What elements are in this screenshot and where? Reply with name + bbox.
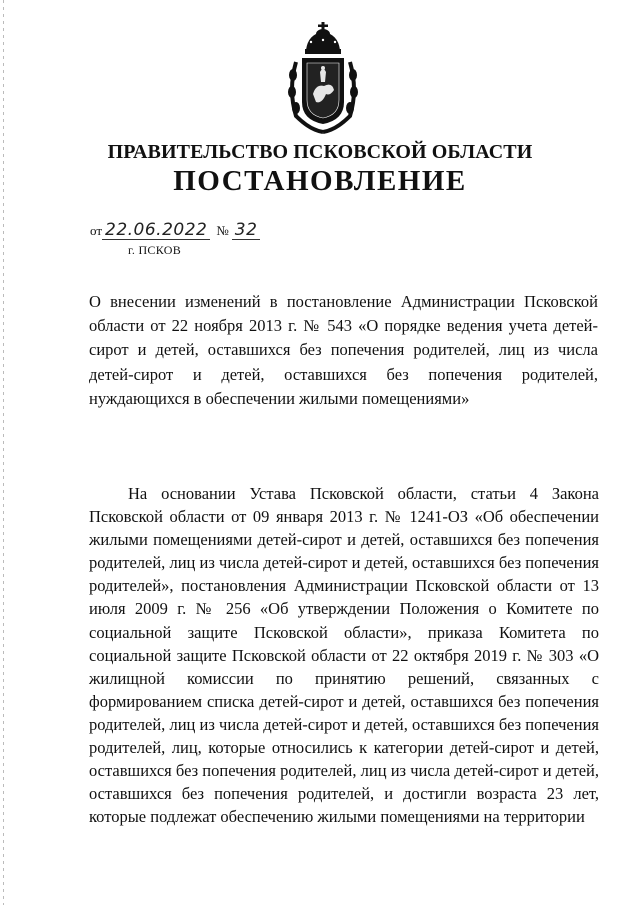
date-prefix: от [90, 223, 103, 238]
scan-edge [3, 0, 4, 905]
government-title: ПРАВИТЕЛЬСТВО ПСКОВСКОЙ ОБЛАСТИ [107, 141, 533, 163]
document-subject: О внесении изменений в постановление Администрации Псковской области от 22 ноября 2013 г. № 543 «О порядке ведения учета детей-сирот и детей, оставшихся без попечения родителей, лиц из числа детей-сирот и детей, оставшихся без попечения родителей, нуждающихся в обеспечении жилыми помещениями» [89, 292, 598, 408]
number-prefix: № [216, 223, 229, 238]
document-type-title: ПОСТАНОВЛЕНИЕ [173, 165, 467, 197]
date-value: 22.06.2022 [102, 222, 210, 240]
number-value: 32 [232, 222, 261, 240]
registration-line [90, 222, 260, 240]
pskov-coat-of-arms-icon [286, 20, 360, 134]
city-label: г. ПСКОВ [128, 243, 182, 257]
document-body-paragraph: На основании Устава Псковской области, статьи 4 Закона Псковской области от 09 января 2013 г. № 1241-ОЗ «Об обеспечении жилыми помещениями детей-сирот и детей, оставшихся без попечения родителей, лиц из числа детей-сирот и детей, оставшихся без попечения родителей», постановления Администрации Псковской области от 13 июля 2009 г. № 256 «Об утверждении Положения о Комитете по социальной защите Псковской области», приказа Комитета по социальной защите Псковской области от 22 октября 2019 г. № 303 «О жилищной комиссии по принятию решений, связанных с формированием списка детей-сирот и детей, оставшихся без попечения родителей, лиц из числа детей-сирот и детей, оставшихся без попечения родителей, лиц, которые относились к категории детей-сирот и детей, оставшихся без попечения родителей, лиц из числа детей-сирот и детей, оставшихся без попечения родителей, и достигли возраста 23 лет, которые подлежат обеспечению жилыми помещениями на территории [89, 484, 599, 827]
